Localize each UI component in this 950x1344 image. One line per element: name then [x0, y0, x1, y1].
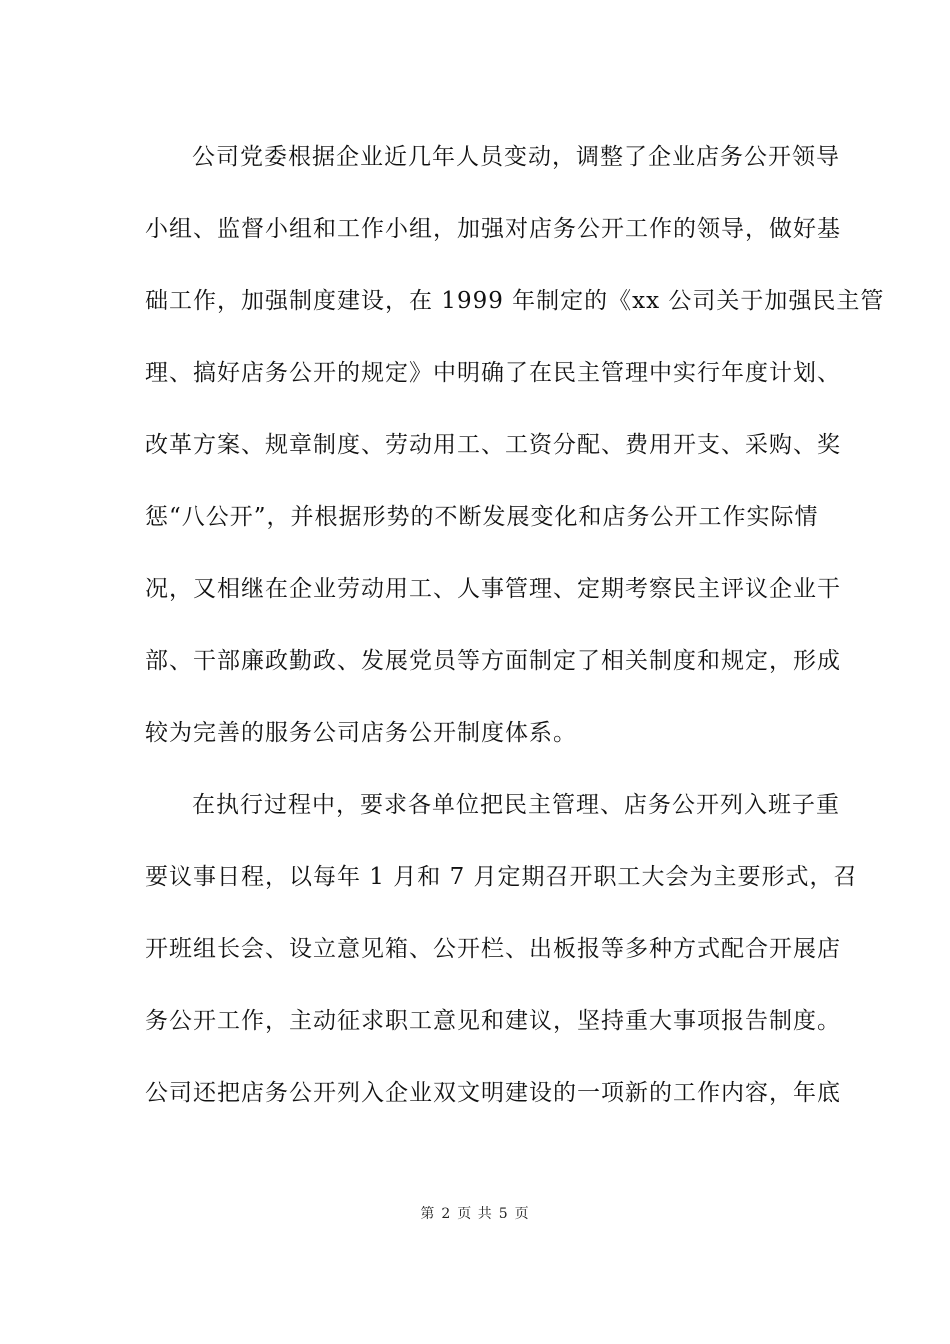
- paragraph-1-line-8: 部、干部廉政勤政、发展党员等方面制定了相关制度和规定，形成: [145, 648, 841, 674]
- paragraph-1-line-5: 改革方案、规章制度、劳动用工、工资分配、费用开支、采购、奖: [145, 432, 841, 458]
- paragraph-1-line-9: 较为完善的服务公司店务公开制度体系。: [145, 720, 577, 746]
- paragraph-1-line-2: 小组、监督小组和工作小组，加强对店务公开工作的领导，做好基: [145, 216, 841, 242]
- footer-prefix: 第: [420, 1206, 436, 1222]
- paragraph-2-line-3: 开班组长会、设立意见箱、公开栏、出板报等多种方式配合开展店: [145, 936, 841, 962]
- paragraph-1-line-4: 理、搞好店务公开的规定》中明确了在民主管理中实行年度计划、: [145, 360, 841, 386]
- paragraph-2-line-5: 公司还把店务公开列入企业双文明建设的一项新的工作内容，年底: [145, 1080, 841, 1106]
- paragraph-2-line-4: 务公开工作，主动征求职工意见和建议，坚持重大事项报告制度。: [145, 1008, 841, 1034]
- paragraph-1-line-6: 惩“八公开”，并根据形势的不断发展变化和店务公开工作实际情: [145, 504, 819, 530]
- paragraph-2-line-2: 要议事日程，以每年 1 月和 7 月定期召开职工大会为主要形式，召: [145, 864, 858, 890]
- footer-current-page: 2: [441, 1206, 452, 1222]
- page-footer: [0, 1204, 950, 1224]
- paragraph-1-line-3: 础工作，加强制度建设，在 1999 年制定的《xx 公司关于加强民主管: [145, 288, 885, 314]
- paragraph-2-line-1: 在执行过程中，要求各单位把民主管理、店务公开列入班子重: [192, 792, 840, 818]
- footer-suffix: 页: [514, 1206, 530, 1222]
- footer-middle: 页 共: [457, 1206, 493, 1222]
- paragraph-1-line-1: 公司党委根据企业近几年人员变动，调整了企业店务公开领导: [192, 144, 840, 170]
- paragraph-1-line-7: 况，又相继在企业劳动用工、人事管理、定期考察民主评议企业干: [145, 576, 841, 602]
- footer-total-pages: 5: [498, 1206, 509, 1222]
